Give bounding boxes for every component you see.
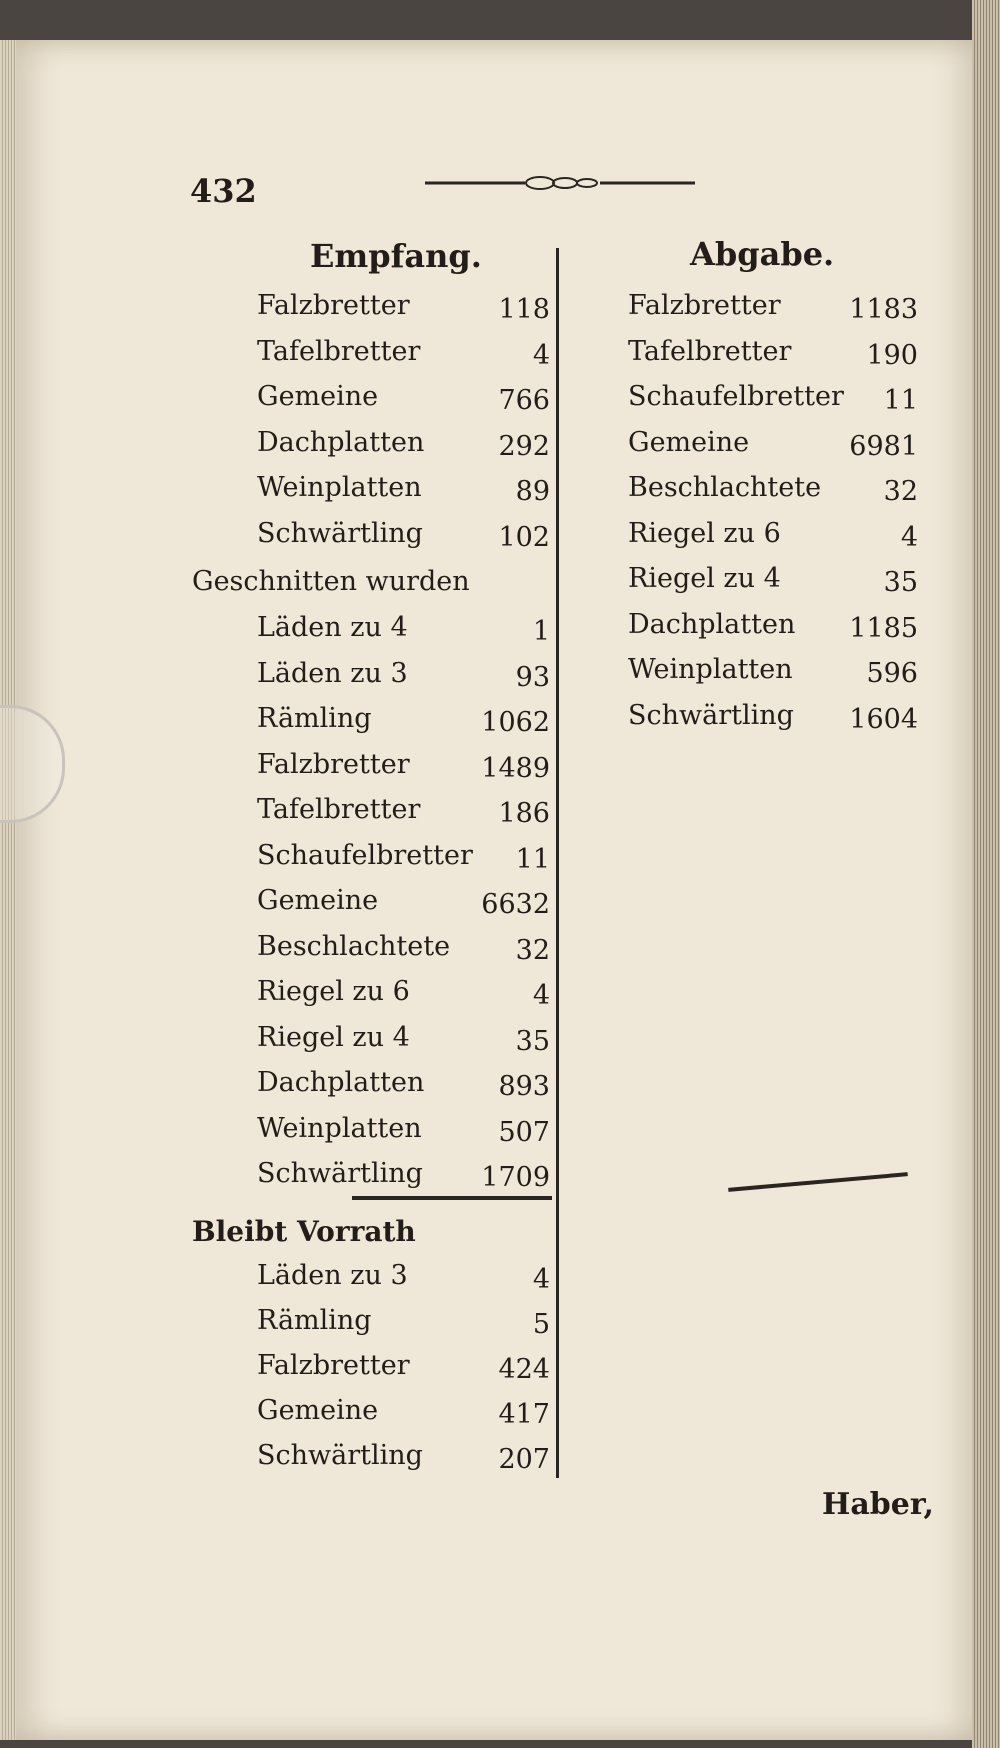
- row-value: 102: [498, 521, 550, 553]
- row-label: Tafelbretter: [257, 794, 421, 825]
- row-label: Schwärtling: [257, 1158, 423, 1189]
- row-label: Dachplatten: [628, 608, 796, 640]
- row-value: 292: [498, 430, 550, 462]
- row-value: 766: [498, 385, 550, 416]
- right-heading: Abgabe.: [690, 235, 835, 273]
- row-value: 1: [532, 616, 550, 647]
- row-label: Rämling: [257, 1305, 372, 1336]
- row-value: 6632: [481, 889, 550, 920]
- row-label: Schwärtling: [257, 1440, 423, 1471]
- row-value: 1604: [849, 703, 918, 735]
- row-value: 1489: [481, 752, 550, 784]
- left-heading: Empfang.: [310, 237, 482, 275]
- remainder-heading: Bleibt Vorrath: [192, 1215, 416, 1248]
- ornament-rule: [425, 175, 695, 191]
- row-label: Schaufelbretter: [628, 381, 844, 412]
- row-label: Riegel zu 4: [257, 1021, 410, 1053]
- row-label: Läden zu 3: [257, 657, 408, 689]
- row-value: 186: [498, 798, 550, 829]
- page-number: 432: [190, 172, 257, 210]
- row-value: 1185: [849, 612, 918, 644]
- row-value: 190: [866, 339, 918, 371]
- row-value: 4: [532, 339, 550, 371]
- row-value: 11: [883, 385, 918, 416]
- row-label: Tafelbretter: [257, 335, 421, 367]
- page-edge-right: [972, 0, 1000, 1748]
- row-label: Gemeine: [628, 426, 750, 458]
- row-value: 207: [498, 1444, 550, 1475]
- row-label: Falzbretter: [257, 748, 410, 780]
- column-divider: [556, 248, 559, 1478]
- cut-heading: Geschnitten wurden: [192, 566, 470, 597]
- row-label: Schwärtling: [257, 517, 423, 549]
- row-label: Riegel zu 6: [628, 517, 781, 549]
- row-label: Dachplatten: [257, 1067, 425, 1098]
- row-label: Schwärtling: [628, 699, 794, 731]
- row-label: Gemeine: [257, 381, 379, 412]
- row-value: 35: [883, 567, 918, 598]
- row-label: Rämling: [257, 703, 372, 734]
- row-label: Tafelbretter: [628, 335, 792, 367]
- sum-rule-left: [352, 1196, 552, 1200]
- row-label: Beschlachtete: [628, 472, 822, 503]
- row-value: 11: [515, 843, 550, 875]
- row-value: 118: [498, 294, 550, 325]
- row-value: 424: [498, 1354, 550, 1385]
- row-value: 89: [515, 476, 550, 507]
- row-label: Läden zu 4: [257, 612, 408, 643]
- row-label: Riegel zu 6: [257, 976, 410, 1007]
- row-value: 507: [498, 1116, 550, 1148]
- row-label: Gemeine: [257, 885, 379, 916]
- row-value: 1062: [481, 707, 550, 738]
- row-label: Dachplatten: [257, 426, 425, 458]
- row-value: 6981: [849, 430, 918, 462]
- row-value: 417: [498, 1399, 550, 1430]
- row-label: Beschlachtete: [257, 930, 451, 962]
- row-label: Falzbretter: [257, 1350, 410, 1381]
- row-value: 93: [515, 661, 550, 693]
- row-label: Gemeine: [257, 1395, 379, 1426]
- row-value: 596: [866, 658, 918, 689]
- row-label: Riegel zu 4: [628, 563, 781, 594]
- row-label: Falzbretter: [628, 290, 781, 321]
- row-value: 5: [532, 1309, 550, 1340]
- row-value: 35: [515, 1025, 550, 1057]
- row-value: 32: [883, 476, 918, 507]
- row-value: 4: [532, 1264, 550, 1295]
- row-value: 4: [532, 980, 550, 1011]
- row-label: Schaufelbretter: [257, 839, 473, 871]
- row-value: 4: [900, 521, 918, 553]
- row-value: 32: [515, 934, 550, 966]
- row-label: Falzbretter: [257, 290, 410, 321]
- row-label: Weinplatten: [257, 1112, 422, 1144]
- row-label: Weinplatten: [628, 654, 793, 685]
- row-label: Läden zu 3: [257, 1260, 408, 1291]
- row-label: Weinplatten: [257, 472, 422, 503]
- row-value: 1709: [481, 1162, 550, 1193]
- row-value: 893: [498, 1071, 550, 1102]
- row-value: 1183: [849, 294, 918, 325]
- catchword: Haber,: [822, 1487, 934, 1522]
